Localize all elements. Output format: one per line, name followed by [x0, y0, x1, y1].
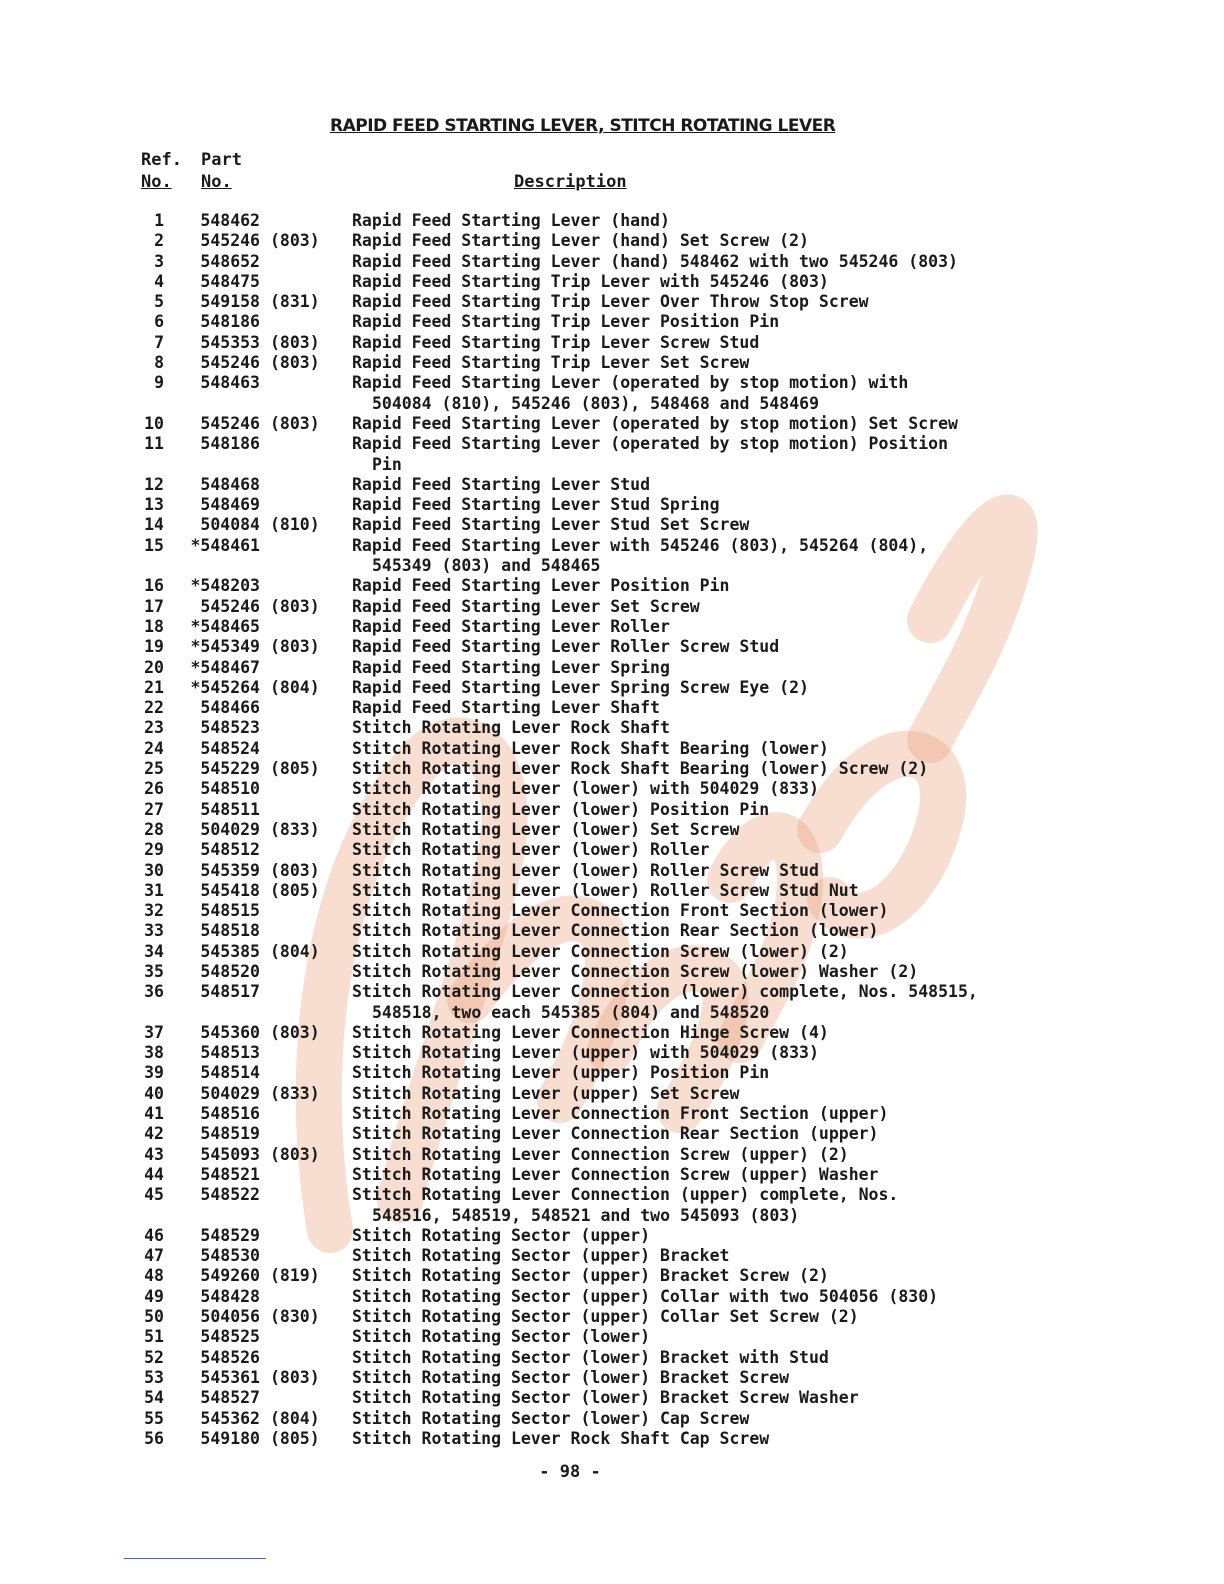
part-header-top: Part [201, 150, 242, 170]
ref-number: 56 [144, 1428, 164, 1448]
part-description: Rapid Feed Starting Lever (hand) 548462 with two 545246 (803) [352, 251, 958, 271]
part-description: Stitch Rotating Lever (lower) Roller [352, 840, 710, 860]
ref-number: 27 [144, 799, 164, 819]
ref-number: 51 [144, 1327, 164, 1347]
part-code: (833) [270, 819, 320, 839]
parts-row [0, 1084, 1224, 1104]
part-description: Stitch Rotating Lever (lower) Position Pin [352, 799, 770, 819]
part-header-bottom: No. [201, 172, 232, 192]
ref-number: 38 [144, 1043, 164, 1063]
part-description: Stitch Rotating Sector (lower) [352, 1327, 651, 1347]
ref-number: 41 [144, 1104, 164, 1124]
parts-row [0, 495, 1224, 515]
ref-number: 48 [144, 1266, 164, 1286]
part-description: Rapid Feed Starting Lever (operated by stop motion) with [352, 373, 909, 393]
part-number: 548462 [200, 211, 260, 230]
part-code: (833) [270, 1083, 320, 1103]
part-description: Rapid Feed Starting Lever (operated by stop motion) Set Screw [352, 413, 958, 433]
part-number: 548530 [200, 1246, 260, 1266]
part-description: Rapid Feed Starting Lever Roller [352, 616, 670, 636]
part-description: Stitch Rotating Lever Connection Rear Section (lower) [352, 921, 879, 941]
parts-row [0, 1409, 1224, 1429]
ref-number: 29 [144, 840, 164, 860]
part-description: Stitch Rotating Sector (lower) Cap Screw [352, 1408, 750, 1428]
part-number: 549158 [200, 292, 260, 312]
parts-row [0, 921, 1224, 941]
parts-row [0, 718, 1224, 738]
part-description: Stitch Rotating Sector (lower) Bracket with Stud [352, 1347, 829, 1367]
parts-row-continuation [0, 394, 1224, 414]
parts-row [0, 739, 1224, 759]
part-number: 548524 [200, 738, 260, 758]
part-number: 545246 [200, 596, 260, 616]
part-description: Rapid Feed Starting Trip Lever Set Screw [352, 353, 750, 373]
part-number: 548527 [200, 1388, 260, 1408]
part-number: 548517 [200, 982, 260, 1002]
ref-number: 52 [144, 1347, 164, 1367]
parts-row [0, 1226, 1224, 1246]
part-number: 548186 [200, 434, 260, 454]
part-description: Stitch Rotating Lever Connection (upper) complete, Nos. [352, 1185, 899, 1205]
part-description: Rapid Feed Starting Lever Stud [352, 474, 651, 494]
ref-number: 44 [144, 1164, 164, 1184]
part-description: Rapid Feed Starting Lever Shaft [352, 698, 660, 718]
part-number: 548518 [200, 921, 260, 941]
part-code: (819) [270, 1266, 320, 1286]
part-number: 504029 [200, 1083, 260, 1103]
part-description: Stitch Rotating Lever (lower) Roller Screw Stud [352, 860, 819, 880]
parts-row [0, 475, 1224, 495]
part-number: 548652 [200, 251, 260, 271]
part-description: Stitch Rotating Lever Connection Screw (lower) Washer (2) [352, 961, 919, 981]
parts-row [0, 1145, 1224, 1165]
part-description: Stitch Rotating Lever Rock Shaft [352, 718, 670, 738]
part-code: (831) [270, 292, 320, 312]
parts-row [0, 1104, 1224, 1124]
parts-row-continuation [0, 1003, 1224, 1023]
part-number: 545093 [200, 1144, 260, 1164]
part-description: Rapid Feed Starting Lever Position Pin [352, 576, 730, 596]
ref-number: 34 [144, 941, 164, 961]
part-description: Stitch Rotating Lever Rock Shaft Cap Screw [352, 1428, 770, 1448]
ref-no-header [141, 149, 182, 193]
ref-number: 4 [154, 271, 164, 291]
parts-row [0, 1063, 1224, 1083]
ref-number: 32 [144, 901, 164, 921]
part-description: 548516, 548519, 548521 and two 545093 (803) [372, 1205, 800, 1225]
part-number: 548523 [200, 718, 260, 738]
ref-number: 9 [154, 373, 164, 393]
part-code: (803) [270, 1022, 320, 1042]
parts-row [0, 1185, 1224, 1205]
ref-number: 47 [144, 1246, 164, 1266]
part-code: (803) [270, 231, 320, 251]
ref-number: 42 [144, 1124, 164, 1144]
part-number: 504056 [200, 1307, 260, 1327]
ref-number: 17 [144, 596, 164, 616]
part-description: Pin [372, 454, 402, 474]
ref-number: 26 [144, 779, 164, 799]
part-description: 548518, two each 545385 (804) and 548520 [372, 1002, 770, 1022]
part-code: (805) [270, 880, 320, 900]
parts-row [0, 637, 1224, 657]
part-number: 548186 [200, 312, 260, 332]
part-code: (803) [270, 860, 320, 880]
part-description: Rapid Feed Starting Lever Roller Screw Stud [352, 637, 780, 657]
part-number: 548512 [200, 840, 260, 860]
part-number: 548514 [200, 1063, 260, 1083]
parts-row [0, 1124, 1224, 1144]
part-number: 545385 [200, 941, 260, 961]
part-description: Stitch Rotating Lever (upper) with 504029 (833) [352, 1043, 819, 1063]
part-description: Rapid Feed Starting Lever with 545246 (803), 545264 (804), [352, 535, 929, 555]
part-number: 548526 [200, 1347, 260, 1367]
part-number: 545362 [200, 1408, 260, 1428]
part-number: 548520 [200, 961, 260, 981]
part-number: 504029 [200, 819, 260, 839]
ref-number: 39 [144, 1063, 164, 1083]
parts-row [0, 1388, 1224, 1408]
ref-number: 19 [144, 637, 164, 657]
part-description: Stitch Rotating Lever (lower) with 504029 (833) [352, 779, 819, 799]
part-description: Stitch Rotating Lever Connection Screw (upper) (2) [352, 1144, 849, 1164]
parts-row [0, 840, 1224, 860]
ref-number: 2 [154, 231, 164, 251]
parts-row [0, 272, 1224, 292]
parts-row [0, 1023, 1224, 1043]
parts-row-continuation [0, 455, 1224, 475]
part-description: Rapid Feed Starting Lever Stud Set Screw [352, 515, 750, 535]
footer-rule [124, 1558, 266, 1559]
part-number: 548469 [200, 495, 260, 515]
part-description: Stitch Rotating Sector (upper) Bracket [352, 1246, 730, 1266]
ref-number: 55 [144, 1408, 164, 1428]
ref-number: 43 [144, 1144, 164, 1164]
parts-row-continuation [0, 1206, 1224, 1226]
ref-number: 45 [144, 1185, 164, 1205]
parts-row [0, 1348, 1224, 1368]
part-code: (830) [270, 1307, 320, 1327]
part-description: Stitch Rotating Lever (upper) Position Pin [352, 1063, 770, 1083]
part-description: Rapid Feed Starting Lever (operated by stop motion) Position [352, 434, 949, 454]
part-code: (805) [270, 1428, 320, 1448]
description-header [514, 171, 627, 193]
parts-row [0, 1165, 1224, 1185]
part-description: Stitch Rotating Sector (upper) [352, 1225, 651, 1245]
part-description: Stitch Rotating Lever Connection Front Section (lower) [352, 901, 889, 921]
parts-row [0, 536, 1224, 556]
part-code: (803) [270, 332, 320, 352]
parts-row [0, 231, 1224, 251]
parts-row [0, 698, 1224, 718]
ref-number: 23 [144, 718, 164, 738]
part-code: (803) [270, 353, 320, 373]
parts-row [0, 211, 1224, 231]
ref-number: 1 [154, 211, 164, 230]
ref-number: 20 [144, 657, 164, 677]
part-description: Rapid Feed Starting Lever Stud Spring [352, 495, 720, 515]
ref-header-bottom: No. [141, 172, 172, 192]
part-number: 548525 [200, 1327, 260, 1347]
part-description: Stitch Rotating Lever Connection Rear Section (upper) [352, 1124, 879, 1144]
part-number: 548466 [200, 698, 260, 718]
part-number: 504084 [200, 515, 260, 535]
ref-number: 40 [144, 1083, 164, 1103]
part-number: 548522 [200, 1185, 260, 1205]
parts-row [0, 1429, 1224, 1449]
parts-row [0, 1327, 1224, 1347]
parts-list [0, 211, 1224, 1449]
part-description: Stitch Rotating Lever Connection (lower) complete, Nos. 548515, [352, 982, 978, 1002]
part-code: (803) [270, 1367, 320, 1387]
parts-row [0, 373, 1224, 393]
part-number: 545353 [200, 332, 260, 352]
part-number: 548428 [200, 1286, 260, 1306]
ref-number: 8 [154, 353, 164, 373]
parts-row [0, 1246, 1224, 1266]
parts-row [0, 962, 1224, 982]
part-number: 548510 [200, 779, 260, 799]
parts-row [0, 820, 1224, 840]
part-number: 545246 [200, 413, 260, 433]
part-number: 548515 [200, 901, 260, 921]
part-number: *545264 [190, 677, 260, 697]
parts-row [0, 333, 1224, 353]
part-description: Stitch Rotating Sector (upper) Bracket Screw (2) [352, 1266, 829, 1286]
part-number: *548465 [190, 616, 260, 636]
parts-row [0, 597, 1224, 617]
ref-header-top: Ref. [141, 150, 182, 170]
part-number: 545229 [200, 759, 260, 779]
ref-number: 11 [144, 434, 164, 454]
part-code: (804) [270, 941, 320, 961]
part-description: Stitch Rotating Lever Rock Shaft Bearing (lower) [352, 738, 829, 758]
part-description: Stitch Rotating Sector (upper) Collar with two 504056 (830) [352, 1286, 939, 1306]
part-number: 548521 [200, 1164, 260, 1184]
part-number: 548511 [200, 799, 260, 819]
ref-number: 16 [144, 576, 164, 596]
part-description: Rapid Feed Starting Trip Lever Position Pin [352, 312, 780, 332]
part-code: (804) [270, 677, 320, 697]
parts-row [0, 1266, 1224, 1286]
part-description: Stitch Rotating Sector (upper) Collar Set Screw (2) [352, 1307, 859, 1327]
part-description: Stitch Rotating Sector (lower) Bracket Screw [352, 1367, 790, 1387]
ref-number: 24 [144, 738, 164, 758]
part-code: (805) [270, 759, 320, 779]
ref-number: 5 [154, 292, 164, 312]
part-number: 545361 [200, 1367, 260, 1387]
ref-number: 37 [144, 1022, 164, 1042]
parts-row-continuation [0, 556, 1224, 576]
ref-number: 53 [144, 1367, 164, 1387]
parts-row [0, 982, 1224, 1002]
parts-row [0, 678, 1224, 698]
part-description: Rapid Feed Starting Lever (hand) Set Screw (2) [352, 231, 809, 251]
part-description: 545349 (803) and 548465 [372, 556, 601, 576]
part-code: (803) [270, 637, 320, 657]
parts-row [0, 1307, 1224, 1327]
ref-number: 18 [144, 616, 164, 636]
part-description: Stitch Rotating Lever (lower) Roller Screw Stud Nut [352, 880, 859, 900]
ref-number: 54 [144, 1388, 164, 1408]
ref-number: 3 [154, 251, 164, 271]
part-number: 548463 [200, 373, 260, 393]
parts-row [0, 779, 1224, 799]
ref-number: 49 [144, 1286, 164, 1306]
part-number: 548475 [200, 271, 260, 291]
ref-number: 50 [144, 1307, 164, 1327]
ref-number: 15 [144, 535, 164, 555]
part-description: Stitch Rotating Lever Rock Shaft Bearing (lower) Screw (2) [352, 759, 929, 779]
part-code: (803) [270, 1144, 320, 1164]
ref-number: 25 [144, 759, 164, 779]
part-number: *548467 [190, 657, 260, 677]
part-description: Rapid Feed Starting Trip Lever Over Throw Stop Screw [352, 292, 869, 312]
part-description: Stitch Rotating Lever Connection Hinge Screw (4) [352, 1022, 829, 1042]
parts-row [0, 861, 1224, 881]
ref-number: 7 [154, 332, 164, 352]
parts-row [0, 252, 1224, 272]
ref-number: 22 [144, 698, 164, 718]
part-number: 545246 [200, 353, 260, 373]
parts-row [0, 292, 1224, 312]
part-code: (810) [270, 515, 320, 535]
part-description: Stitch Rotating Lever (upper) Set Screw [352, 1083, 740, 1103]
parts-row [0, 658, 1224, 678]
part-description: Stitch Rotating Lever Connection Front Section (upper) [352, 1104, 889, 1124]
part-description: Stitch Rotating Lever Connection Screw (upper) Washer [352, 1164, 879, 1184]
parts-row [0, 1368, 1224, 1388]
parts-row [0, 434, 1224, 454]
part-description: Rapid Feed Starting Lever Spring Screw Eye (2) [352, 677, 809, 697]
part-code: (803) [270, 596, 320, 616]
part-number: *548461 [190, 535, 260, 555]
ref-number: 35 [144, 961, 164, 981]
parts-row [0, 942, 1224, 962]
parts-row [0, 515, 1224, 535]
part-code: (803) [270, 413, 320, 433]
part-number: *545349 [190, 637, 260, 657]
parts-row [0, 759, 1224, 779]
ref-number: 12 [144, 474, 164, 494]
part-number: 545360 [200, 1022, 260, 1042]
part-description: Stitch Rotating Lever (lower) Set Screw [352, 819, 740, 839]
description-header-label: Description [514, 172, 627, 192]
page-title: RAPID FEED STARTING LEVER, STITCH ROTATING LEVER [330, 116, 836, 136]
parts-row [0, 901, 1224, 921]
part-number: 549260 [200, 1266, 260, 1286]
part-description: Stitch Rotating Sector (lower) Bracket Screw Washer [352, 1388, 859, 1408]
ref-number: 28 [144, 819, 164, 839]
part-number: 548529 [200, 1225, 260, 1245]
page-number: - 98 - [539, 1462, 601, 1482]
part-number: 545418 [200, 880, 260, 900]
parts-row [0, 1287, 1224, 1307]
part-number: 548516 [200, 1104, 260, 1124]
part-description: Rapid Feed Starting Lever Spring [352, 657, 670, 677]
parts-row [0, 800, 1224, 820]
part-no-header [201, 149, 242, 193]
part-number: 545359 [200, 860, 260, 880]
parts-row [0, 312, 1224, 332]
part-description: 504084 (810), 545246 (803), 548468 and 548469 [372, 393, 820, 413]
ref-number: 13 [144, 495, 164, 515]
part-number: 548468 [200, 474, 260, 494]
part-number: *548203 [190, 576, 260, 596]
parts-row [0, 576, 1224, 596]
part-description: Stitch Rotating Lever Connection Screw (lower) (2) [352, 941, 849, 961]
ref-number: 36 [144, 982, 164, 1002]
part-number: 545246 [200, 231, 260, 251]
part-description: Rapid Feed Starting Trip Lever Screw Stud [352, 332, 760, 352]
ref-number: 46 [144, 1225, 164, 1245]
ref-number: 31 [144, 880, 164, 900]
part-number: 549180 [200, 1428, 260, 1448]
parts-row [0, 617, 1224, 637]
parts-row [0, 881, 1224, 901]
part-description: Rapid Feed Starting Trip Lever with 545246 (803) [352, 271, 829, 291]
part-description: Rapid Feed Starting Lever Set Screw [352, 596, 700, 616]
ref-number: 30 [144, 860, 164, 880]
ref-number: 10 [144, 413, 164, 433]
ref-number: 21 [144, 677, 164, 697]
part-description: Rapid Feed Starting Lever (hand) [352, 211, 670, 230]
part-number: 548513 [200, 1043, 260, 1063]
ref-number: 14 [144, 515, 164, 535]
part-code: (804) [270, 1408, 320, 1428]
part-number: 548519 [200, 1124, 260, 1144]
ref-number: 33 [144, 921, 164, 941]
parts-row [0, 414, 1224, 434]
parts-row [0, 353, 1224, 373]
ref-number: 6 [154, 312, 164, 332]
parts-row [0, 1043, 1224, 1063]
